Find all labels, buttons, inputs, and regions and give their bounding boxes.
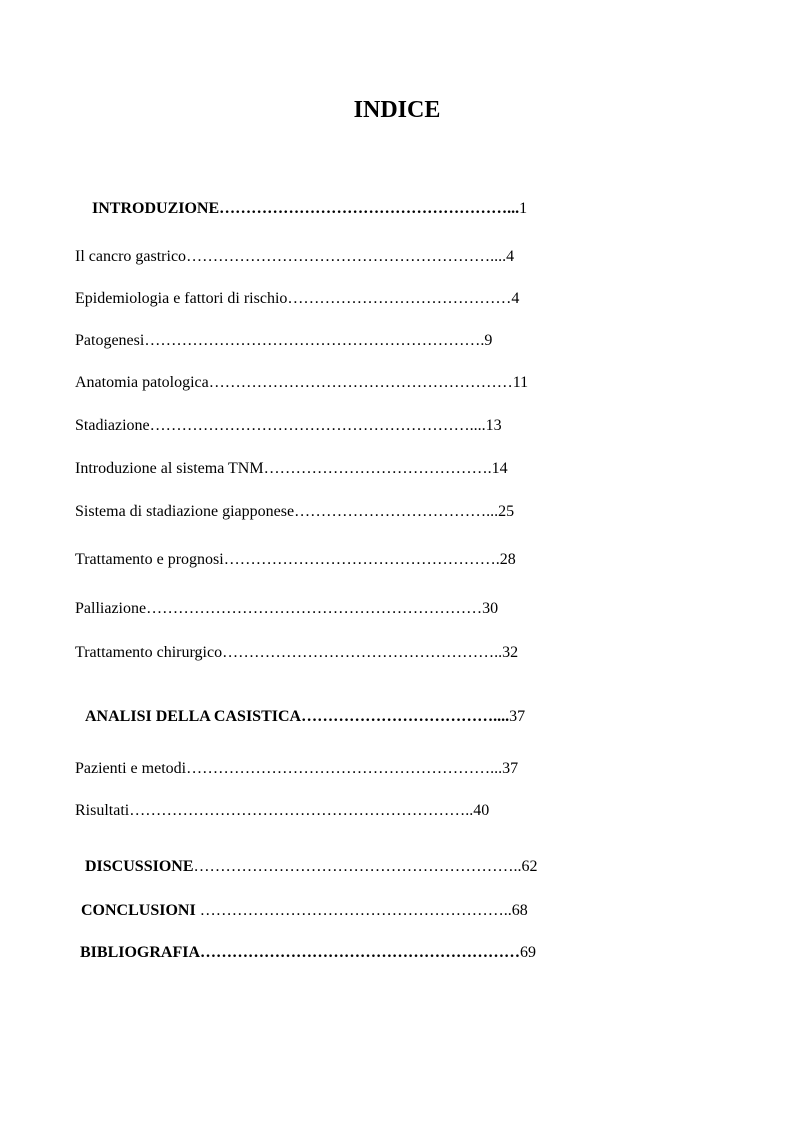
toc-entry-page: 69	[520, 944, 537, 961]
toc-entry-page: 4	[511, 290, 520, 307]
toc-entry-leader: ………………………………………………………..	[129, 802, 474, 819]
toc-entry-page: 40	[473, 802, 490, 819]
toc-entry-leader: …………………………………………….	[223, 551, 500, 568]
toc-entry-leader: ……………………………………………………….	[144, 332, 485, 349]
toc-entry-label: Pazienti e metodi	[75, 760, 187, 777]
toc-entry-leader: …………………………………………………..	[199, 902, 512, 919]
page-title: INDICE	[353, 97, 441, 123]
toc-entry-label: INTRODUZIONE	[92, 200, 220, 217]
toc-entry-page: 4	[506, 248, 515, 265]
toc-entry-page: 37	[509, 708, 526, 725]
toc-entry-leader: ………………………………....	[301, 708, 510, 725]
toc-entry-cancro-gastrico	[75, 246, 615, 268]
toc-entry-page: 11	[512, 374, 529, 391]
toc-entry-label: Sistema di stadiazione giapponese	[75, 503, 295, 520]
toc-entry-page: 37	[502, 760, 519, 777]
toc-entry-stadiazione	[75, 415, 620, 437]
toc-entry-risultati	[75, 800, 620, 822]
toc-entry-label: Trattamento e prognosi	[75, 551, 224, 568]
toc-entry-anatomia-patologica	[75, 372, 615, 394]
toc-entry-leader: ………………………………...	[294, 503, 499, 520]
toc-entry-leader: …………………………………….	[263, 460, 492, 477]
toc-entry-pazienti-metodi	[75, 758, 620, 780]
toc-entry-leader: ……………………………………………………....	[149, 417, 486, 434]
toc-entry-leader: …………………………………………………...	[186, 760, 503, 777]
toc-entry-page: 25	[498, 503, 515, 520]
toc-entry-label: ANALISI DELLA CASISTICA	[85, 708, 302, 725]
toc-entry-palliazione	[75, 598, 620, 620]
toc-entry-page: 30	[482, 600, 499, 617]
toc-entry-label: Stadiazione	[75, 417, 150, 434]
toc-entry-leader: ……………………………………………………..	[193, 858, 522, 875]
toc-entry-page: 9	[484, 332, 493, 349]
toc-entry-discussione	[85, 856, 620, 878]
toc-entry-leader: ……………………………………………………	[200, 944, 521, 961]
toc-entry-leader: ……………………………………………..	[222, 644, 503, 661]
toc-entry-bibliografia	[80, 942, 620, 964]
toc-entry-label: Epidemiologia e fattori di rischio	[75, 290, 288, 307]
toc-entry-label: Trattamento chirurgico	[75, 644, 223, 661]
toc-entry-trattamento-chirurgico	[75, 642, 620, 664]
toc-entry-label: Patogenesi	[75, 332, 145, 349]
toc-entry-leader: …………………………………………………	[208, 374, 513, 391]
toc-entry-page: 28	[499, 551, 516, 568]
toc-entry-stadiazione-giapponese	[75, 501, 620, 523]
toc-entry-label: Anatomia patologica	[75, 374, 209, 391]
toc-entry-leader: ……………………………………	[287, 290, 512, 307]
toc-entry-patogenesi	[75, 330, 615, 352]
toc-entry-page: 32	[502, 644, 519, 661]
toc-entry-leader: …………………………………………………....	[186, 248, 507, 265]
toc-entry-label: CONCLUSIONI	[81, 902, 200, 919]
toc-entry-label: Palliazione	[75, 600, 147, 617]
toc-entry-leader: ………………………………………………...	[219, 200, 520, 217]
toc-entry-page: 1	[519, 200, 528, 217]
toc-entry-leader: ………………………………………………………	[146, 600, 483, 617]
toc-entry-label: Risultati	[75, 802, 130, 819]
toc-entry-label: BIBLIOGRAFIA	[80, 944, 201, 961]
toc-entry-page: 14	[491, 460, 508, 477]
toc-entry-sistema-tnm	[75, 458, 620, 480]
toc-entry-label: Introduzione al sistema TNM	[75, 460, 264, 477]
toc-entry-page: 68	[511, 902, 528, 919]
toc-entry-trattamento-prognosi	[75, 549, 620, 571]
toc-entry-page: 13	[485, 417, 502, 434]
toc-entry-epidemiologia	[75, 288, 615, 310]
toc-entry-introduzione	[92, 198, 612, 220]
toc-entry-label: Il cancro gastrico	[75, 248, 187, 265]
toc-entry-label: DISCUSSIONE	[85, 858, 194, 875]
toc-entry-page: 62	[521, 858, 538, 875]
toc-entry-analisi-casistica	[85, 706, 620, 728]
toc-entry-conclusioni	[81, 900, 616, 922]
